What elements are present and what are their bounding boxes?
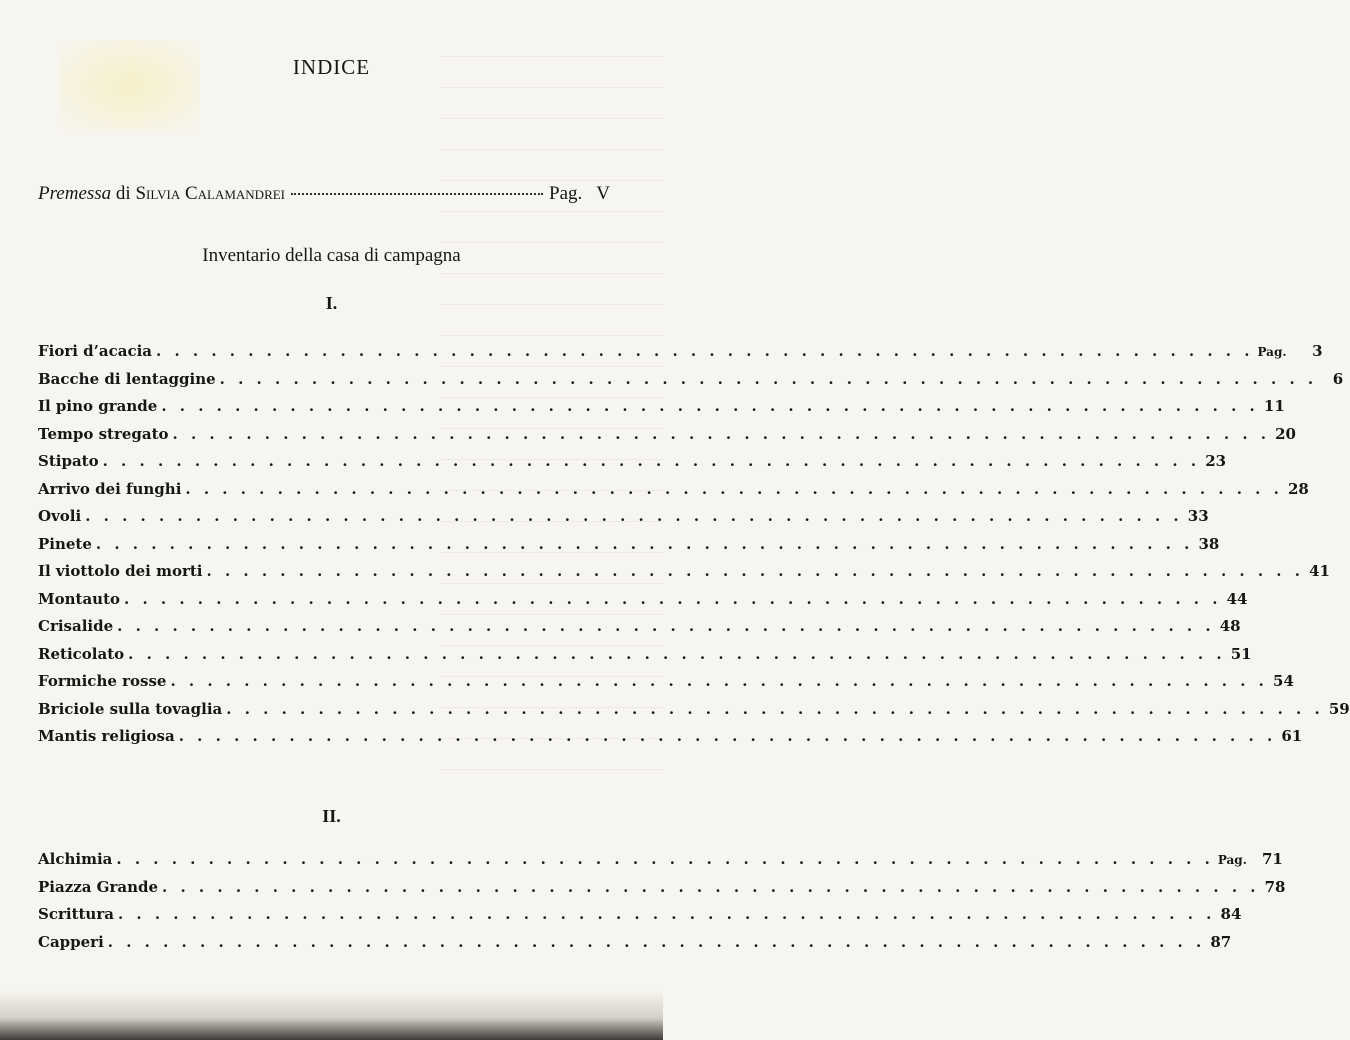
toc-entry [38,932,1232,961]
toc-entry [38,699,1350,728]
dot-leader: . . . . . . . . . . . . . . . . . . . . . . . . . . . . . . . . . . . . . . . . . . . . . . . . . . . . . . . . . . . . [156,342,1254,360]
dot-leader: . . . . . . . . . . . . . . . . . . . . . . . . . . . . . . . . . . . . . . . . . . . . . . . . . . . . . . . . . . . . [172,424,1270,443]
toc-entry [38,479,1309,508]
toc-entry-page: 78 [1264,877,1286,896]
dot-leader: . . . . . . . . . . . . . . . . . . . . . . . . . . . . . . . . . . . . . . . . . . . . . . . . . . . . . . . . . . . . [116,850,1214,868]
toc-entry [38,562,1330,590]
toc-entry [38,877,1286,906]
toc-entry-page: 28 [1287,479,1309,498]
toc-entry-title: Montauto [38,589,121,608]
toc-entry-page: 6 [1332,369,1344,388]
toc-entry-page: 23 [1205,452,1227,470]
dot-leader: . . . . . . . . . . . . . . . . . . . . . . . . . . . . . . . . . . . . . . . . . . . . . . . . . . . . . . . . . . . . [107,932,1206,951]
toc-entry-page: 48 [1219,617,1241,635]
toc-entry-title: Reticolato [38,644,125,663]
dot-leader: . . . . . . . . . . . . . . . . . . . . . . . . . . . . . . . . . . . . . . . . . . . . . . . . . . . . . . . . . . . . [162,877,1260,896]
toc-list [38,850,1286,960]
toc-entry-page: 59 [1328,699,1350,718]
toc-entry [38,644,1252,673]
toc-entry-title: Mantis religiosa [38,727,175,745]
toc-entry-page: 41 [1309,562,1330,580]
toc-entry [38,589,1248,618]
toc-entry-page: 20 [1275,424,1296,443]
toc-entry-page: 54 [1273,672,1294,690]
toc-entry-title: Fiori d’acacia [38,342,153,360]
toc-entry [38,424,1296,453]
dot-leader: . . . . . . . . . . . . . . . . . . . . . . . . . . . . . . . . . . . . . . . . . . . . . . . . . . . . . . . . . . . . [117,617,1215,635]
toc-entry-title: Tempo stregato [38,424,169,443]
toc-entry [38,342,1323,370]
dot-leader: . . . . . . . . . . . . . . . . . . . . . . . . . . . . . . . . . . . . . . . . . . . . . . . . . . . . . . . . . . . . [226,699,1324,718]
toc-entry-title: Pinete [38,534,92,553]
toc-entry [38,727,1303,755]
toc-entry [38,534,1220,563]
page-title: INDICE [292,55,371,79]
dot-leader: . . . . . . . . . . . . . . . . . . . . . . . . . . . . . . . . . . . . . . . . . . . . . . . . . . . . . . . . . . . . [124,589,1222,608]
pag-label: Pag. [1217,853,1247,867]
toc-entry-page: 84 [1220,905,1242,923]
toc-entry-page: 61 [1281,727,1303,745]
part-numeral: I. [325,293,338,313]
dot-leader: . . . . . . . . . . . . . . . . . . . . . . . . . . . . . . . . . . . . . . . . . . . . . . . . . . . . . . . . . . . . [117,905,1216,923]
dot-leader: . . . . . . . . . . . . . . . . . . . . . . . . . . . . . . . . . . . . . . . . . . . . . . . . . . . . . . . . . . . . [128,644,1226,663]
dot-leader: . . . . . . . . . . . . . . . . . . . . . . . . . . . . . . . . . . . . . . . . . . . . . . . . . . . . . . . . . . . . [85,507,1183,525]
dot-leader: . . . . . . . . . . . . . . . . . . . . . . . . . . . . . . . . . . . . . . . . . . . . . . . . . . . . . . . . . . . . [170,672,1268,690]
section-title: Inventario della casa di campagna [202,245,461,266]
toc-entry-page: 44 [1226,589,1248,608]
toc-entry-title: Briciole sulla tovaglia [38,699,223,718]
toc-entry-title: Arrivo dei funghi [38,479,182,498]
dot-leader: . . . . . . . . . . . . . . . . . . . . . . . . . . . . . . . . . . . . . . . . . . . . . . . . . . . . . . . . . . . . [161,397,1259,415]
page-edge-shadow [0,990,663,1040]
toc-entry-title: Stipato [38,452,99,470]
toc-entry [38,369,1344,398]
premessa-page: V [596,183,610,204]
dot-leader: . . . . . . . . . . . . . . . . . . . . . . . . . . . . . . . . . . . . . . . . . . . . . . . . . . . . . . . . . . . . [95,534,1194,553]
premessa-connector: di [115,183,131,204]
toc-entry-page: 51 [1230,644,1252,663]
toc-entry [38,672,1294,700]
toc-entry [38,452,1227,480]
toc-entry-title: Capperi [38,932,104,951]
toc-entry-page: 11 [1263,397,1285,415]
toc-entry-title: Formiche rosse [38,672,167,690]
part-numeral: II. [322,806,341,826]
premessa-author: Silvia Calamandrei [135,183,286,204]
dot-leader: . . . . . . . . . . . . . . . . . . . . . . . . . . . . . . . . . . . . . . . . . . . . . . . . . . . . . . . . . . . . [219,369,1318,388]
paper-stain [60,40,200,130]
dot-leader: . . . . . . . . . . . . . . . . . . . . . . . . . . . . . . . . . . . . . . . . . . . . . . . . . . . . . . . . . . . . [206,562,1304,580]
toc-entry-title: Crisalide [38,617,114,635]
toc-entry-title: Scrittura [38,905,114,923]
premessa-entry [38,183,610,205]
dot-leader: . . . . . . . . . . . . . . . . . . . . . . . . . . . . . . . . . . . . . . . . . . . . . . . . . . . . . . . . . . . . [102,452,1201,470]
dot-leader [291,193,543,195]
premessa-title: Premessa [38,183,112,204]
toc-entry [38,850,1283,878]
toc-entry-title: Alchimia [38,850,113,868]
pag-label: Pag. [1257,345,1287,359]
toc-entry [38,397,1285,425]
toc-entry-title: Bacche di lentaggine [38,369,216,388]
toc-entry [38,617,1241,645]
toc-list [38,342,1350,755]
toc-entry-title: Il viottolo dei morti [38,562,203,580]
toc-entry-page: 87 [1210,932,1232,951]
toc-entry-page: 3 [1312,342,1323,360]
toc-entry-title: Ovoli [38,507,82,525]
toc-entry [38,905,1242,933]
toc-entry-page: 38 [1198,534,1220,553]
toc-entry-title: Piazza Grande [38,877,159,896]
toc-entry-page: 33 [1187,507,1209,525]
dot-leader: . . . . . . . . . . . . . . . . . . . . . . . . . . . . . . . . . . . . . . . . . . . . . . . . . . . . . . . . . . . . [185,479,1283,498]
pag-label: Pag. [549,183,583,204]
dot-leader: . . . . . . . . . . . . . . . . . . . . . . . . . . . . . . . . . . . . . . . . . . . . . . . . . . . . . . . . . . . . [178,727,1277,745]
toc-entry-title: Il pino grande [38,397,158,415]
toc-entry-page: 71 [1262,850,1283,868]
toc-entry [38,507,1209,535]
